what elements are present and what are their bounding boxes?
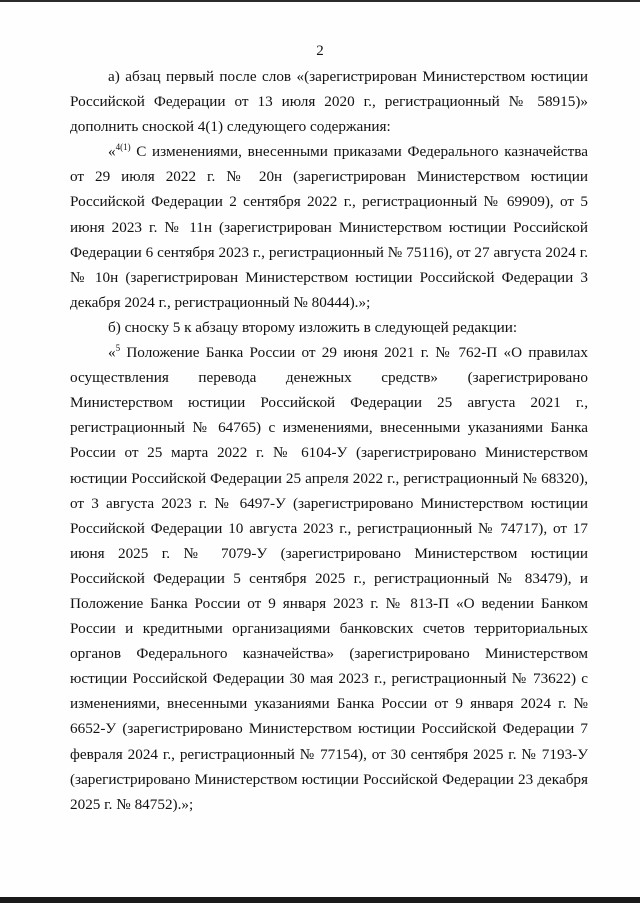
- footnote-marker-4-1: 4(1): [115, 142, 131, 153]
- footnote-5-text: [70, 340, 588, 817]
- opening-quote: «: [108, 344, 116, 362]
- footnote-4-1-body: С изменениями, внесенными приказами Федерального казначейства от 29 июля 2022 г. № 20н (зарегистрирован Министерством юстиции Российской Федерации 2 сентября 2022 г., регистрационный № 69909), от 5 июня 2023 г. № 11н (зарегистрирован Министерством юстиции Российской Федерации 6 сентября 2023 г., регистрационный № 75116), от 27 августа 2024 г. № 10н (зарегистрирован Министерством юстиции Российской Федерации 3 декабря 2024 г., регистрационный № 80444).»;: [70, 143, 588, 311]
- scan-bottom-edge: [0, 897, 640, 903]
- scan-top-edge: [0, 0, 640, 2]
- document-body: [70, 64, 588, 817]
- opening-quote: «: [108, 143, 116, 161]
- paragraph-b: б) сноску 5 к абзацу второму изложить в следующей редакции:: [108, 318, 518, 336]
- page-number: 2: [316, 43, 324, 59]
- footnote-marker-5: 5: [115, 343, 121, 354]
- footnote-4-1-text: [70, 139, 588, 315]
- footnote-5-body: Положение Банка России от 29 июня 2021 г. № 762-П «О правилах осуществления перевода денежных средств» (зарегистрировано Министерством юстиции Российской Федерации 25 августа 2021 г., регистрационный № 64765) с изменениями, внесенными указаниями Банка России от 25 марта 2022 г. № 6104-У (зарегистрировано Министерством юстиции Российской Федерации 25 апреля 2022 г., регистрационный № 68320), от 3 августа 2023 г. № 6497-У (зарегистрировано Министерством юстиции Российской Федерации 10 августа 2023 г., регистрационный № 74717), от 17 июня 2025 г. № 7079-У (зарегистрировано Министерством юстиции Российской Федерации 5 сентября 2025 г., регистрационный № 83479), и Положение Банка России от 9 января 2023 г. № 813-П «О ведении Банком России и кредитными организациями банковских счетов территориальных органов Федерального казначейства» (зарегистрировано Министерством юстиции Российской Федерации 30 мая 2023 г., регистрационный № 73622) с изменениями, внесенными указаниями Банка России от 9 января 2024 г. № 6652-У (зарегистрировано Министерством юстиции Российской Федерации 7 февраля 2024 г., регистрационный № 77154), от 30 сентября 2025 г. № 7193-У (зарегистрировано Министерством юстиции Российской Федерации 23 декабря 2025 г. № 84752).»;: [70, 344, 588, 813]
- paragraph-a: а) абзац первый после слов «(зарегистрирован Министерством юстиции Российской Федерации от 13 июля 2020 г., регистрационный № 58915)» дополнить сноской 4(1) следующего содержания:: [70, 68, 588, 136]
